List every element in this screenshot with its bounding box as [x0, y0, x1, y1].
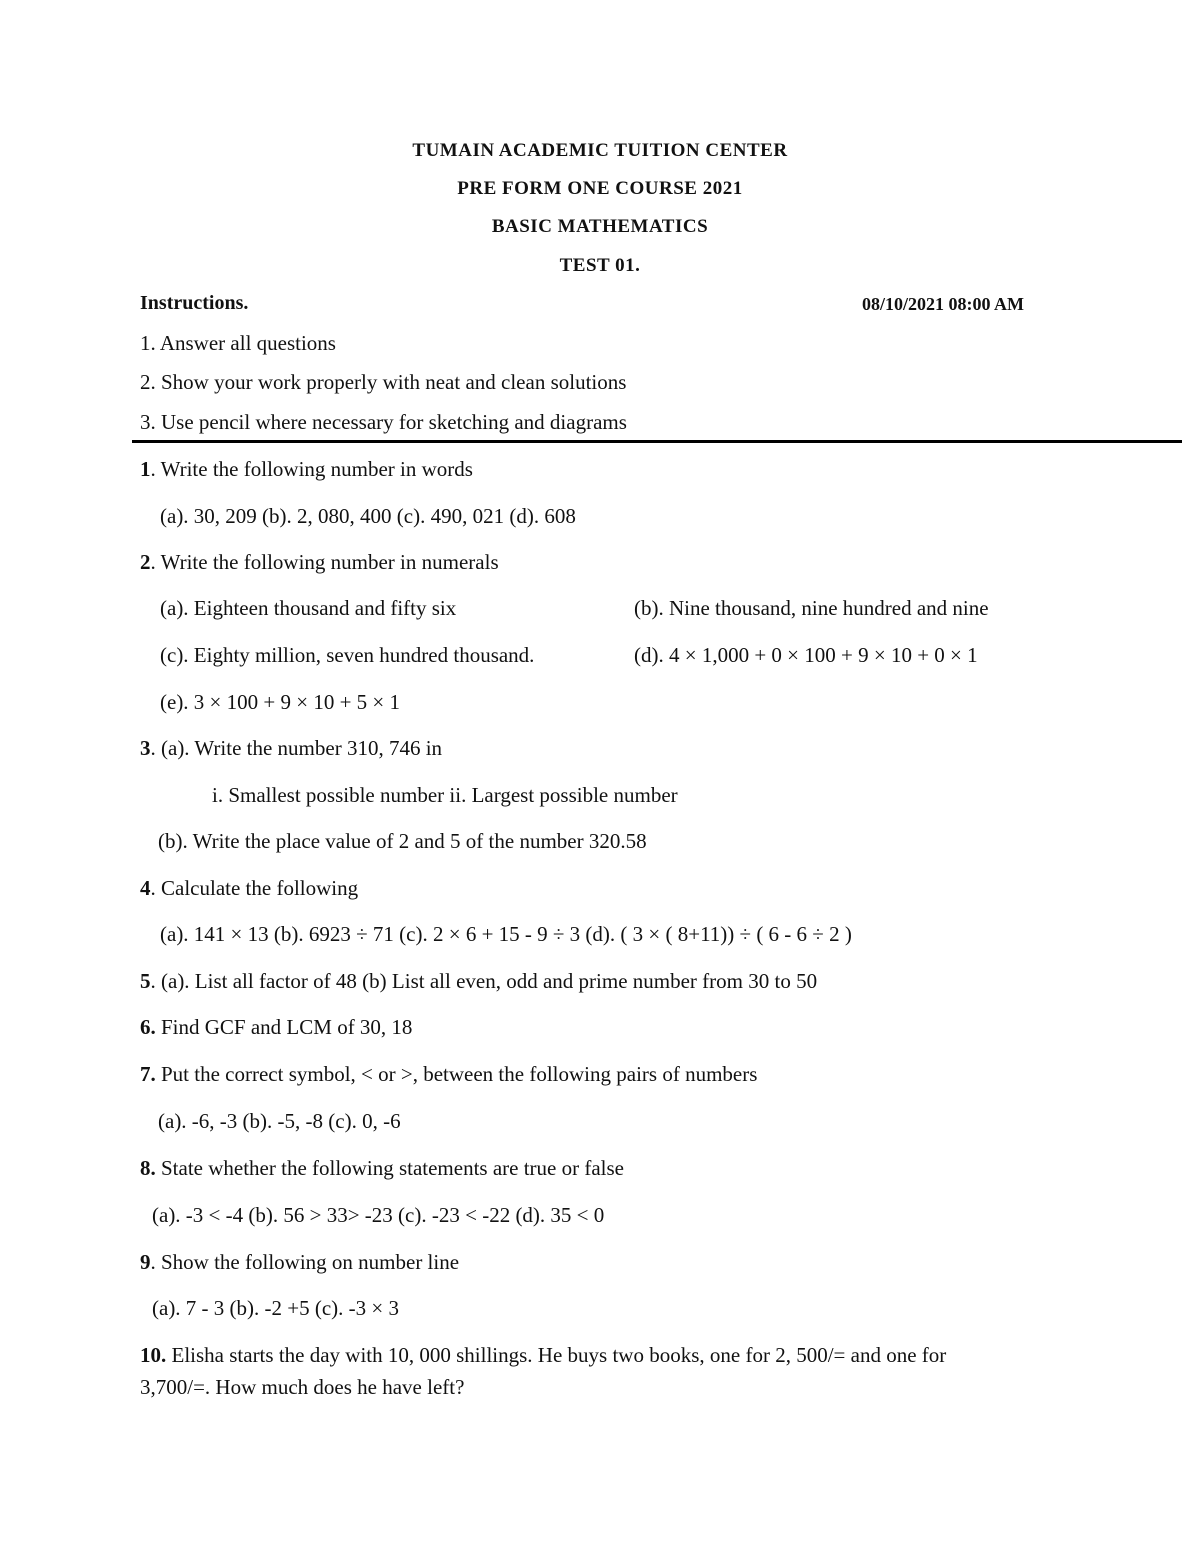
instruction-item-2: 2. Show your work properly with neat and clean solutions: [140, 370, 627, 394]
question-10-continued: 3,700/=. How much does he have left?: [140, 1375, 465, 1399]
subject-title: BASIC MATHEMATICS: [491, 216, 709, 237]
question-text: . Calculate the following: [150, 876, 359, 900]
question-6: [140, 1015, 412, 1040]
question-number: 6.: [140, 1015, 156, 1039]
question-number: 4: [140, 876, 151, 900]
question-8: [140, 1156, 624, 1181]
question-number: 5: [140, 969, 151, 993]
question-7: [140, 1062, 757, 1087]
question-3-part-b: (b). Write the place value of 2 and 5 of the number 320.58: [158, 829, 647, 853]
question-number: 10.: [140, 1343, 167, 1367]
instructions-title: Instructions.: [140, 292, 249, 314]
school-name: TUMAIN ACADEMIC TUITION CENTER: [412, 140, 788, 161]
question-8-parts: (a). -3 < -4 (b). 56 > 33> -23 (c). -23 < -22 (d). 35 < 0: [152, 1203, 605, 1227]
question-number: 9: [140, 1250, 151, 1274]
question-5: [140, 969, 817, 994]
question-number: 7.: [140, 1062, 156, 1086]
question-2: [140, 550, 499, 575]
question-text: . Write the following number in words: [150, 457, 473, 481]
question-text: . (a). Write the number 310, 746 in: [150, 736, 443, 760]
question-9-parts: (a). 7 - 3 (b). -2 +5 (c). -3 × 3: [152, 1296, 400, 1320]
question-2-part-a: (a). Eighteen thousand and fifty six: [160, 596, 457, 620]
question-3: [140, 736, 442, 761]
question-text: State whether the following statements are true or false: [155, 1156, 625, 1180]
question-4: [140, 876, 358, 901]
question-4-parts: (a). 141 × 13 (b). 6923 ÷ 71 (c). 2 × 6 + 15 - 9 ÷ 3 (d). ( 3 × ( 8+11)) ÷ ( 6 - 6 ÷ 2 ): [160, 922, 852, 946]
question-1-parts: (a). 30, 209 (b). 2, 080, 400 (c). 490, 021 (d). 608: [160, 504, 576, 528]
question-number: 8.: [140, 1156, 156, 1180]
course-title: PRE FORM ONE COURSE 2021: [457, 178, 743, 199]
question-text: . Show the following on number line: [150, 1250, 460, 1274]
question-number: 3: [140, 736, 151, 760]
question-text: . (a). List all factor of 48 (b) List all even, odd and prime number from 30 to 50: [150, 969, 818, 993]
question-2-part-c: (c). Eighty million, seven hundred thousand.: [160, 643, 535, 667]
question-2-part-e: (e). 3 × 100 + 9 × 10 + 5 × 1: [160, 690, 401, 714]
instruction-item-3: 3. Use pencil where necessary for sketching and diagrams: [140, 410, 627, 434]
question-text: Find GCF and LCM of 30, 18: [155, 1015, 413, 1039]
question-text: . Write the following number in numerals: [150, 550, 499, 574]
test-title: TEST 01.: [559, 255, 641, 276]
question-1: [140, 457, 473, 482]
question-2-part-b: (b). Nine thousand, nine hundred and nine: [634, 596, 989, 620]
question-number: 2: [140, 550, 151, 574]
question-text: Elisha starts the day with 10, 000 shillings. He buys two books, one for 2, 500/= and one for: [166, 1343, 947, 1367]
question-7-parts: (a). -6, -3 (b). -5, -8 (c). 0, -6: [158, 1109, 401, 1133]
exam-datetime: 08/10/2021 08:00 AM: [862, 294, 1024, 314]
question-3-subparts: i. Smallest possible number ii. Largest possible number: [212, 783, 678, 807]
instruction-item-1: 1. Answer all questions: [140, 331, 336, 355]
divider-rule: [132, 440, 1182, 443]
question-10: [140, 1343, 946, 1368]
question-number: 1: [140, 457, 151, 481]
question-text: Put the correct symbol, < or >, between the following pairs of numbers: [155, 1062, 758, 1086]
question-9: [140, 1250, 459, 1275]
question-2-part-d: (d). 4 × 1,000 + 0 × 100 + 9 × 10 + 0 × 1: [634, 643, 978, 667]
